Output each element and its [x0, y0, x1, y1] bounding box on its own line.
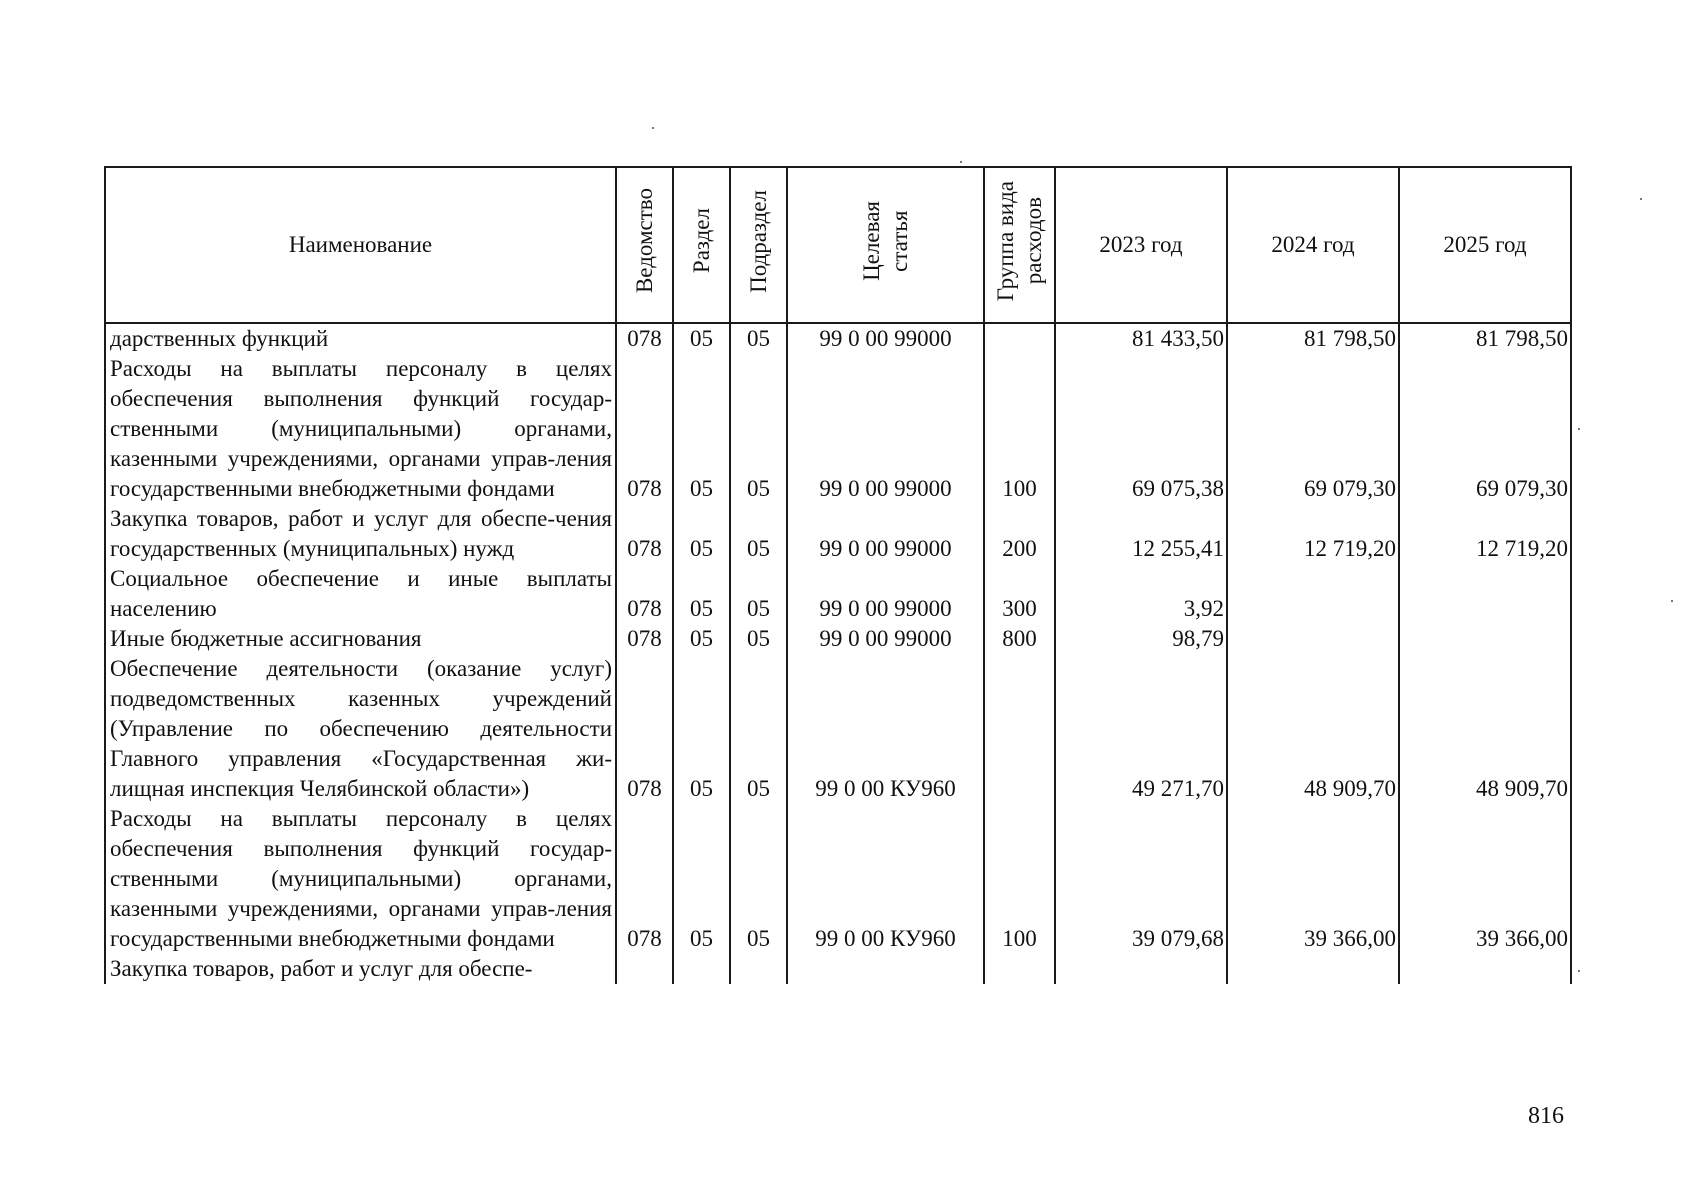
row-razdel: 05: [673, 323, 730, 354]
row-name: Закупка товаров, работ и услуг для обеспе-чения государственных (муниципальных) нужд: [105, 504, 616, 564]
row-2024: 39 366,00: [1227, 804, 1399, 954]
row-vedomstvo: 078: [616, 504, 673, 564]
row-celevaya: 99 0 00 99000: [787, 624, 984, 654]
row-celevaya: 99 0 00 99000: [787, 504, 984, 564]
row-gruppa: 100: [984, 354, 1055, 504]
row-2025: 12 719,20: [1399, 504, 1571, 564]
row-2023: 69 075,38: [1055, 354, 1227, 504]
row-name: дарственных функций: [105, 323, 616, 354]
row-celevaya: 99 0 00 99000: [787, 323, 984, 354]
row-name: Расходы на выплаты персоналу в целях обеспечения выполнения функций государ-ственными (муниципальными) органами, казенными учреждениями, органами управ-ления государственными внебюджетными фондами: [105, 804, 616, 954]
header-gruppa: Группа вида расходов: [984, 167, 1055, 323]
table-row: [105, 354, 1571, 504]
table-row: [105, 654, 1571, 804]
row-2024: [1227, 954, 1399, 984]
table-row: [105, 804, 1571, 954]
row-razdel: 05: [673, 624, 730, 654]
row-vedomstvo: 078: [616, 804, 673, 954]
budget-table: [104, 166, 1572, 984]
row-2025: [1399, 564, 1571, 624]
row-gruppa: 200: [984, 504, 1055, 564]
table-row: [105, 564, 1571, 624]
row-2024: 69 079,30: [1227, 354, 1399, 504]
row-2024: [1227, 564, 1399, 624]
row-gruppa: 800: [984, 624, 1055, 654]
row-razdel: [673, 954, 730, 984]
row-name: Социальное обеспечение и иные выплаты населению: [105, 564, 616, 624]
row-2023: 81 433,50: [1055, 323, 1227, 354]
row-celevaya: 99 0 00 99000: [787, 564, 984, 624]
row-razdel: 05: [673, 654, 730, 804]
row-vedomstvo: 078: [616, 354, 673, 504]
row-razdel: 05: [673, 564, 730, 624]
row-razdel: 05: [673, 804, 730, 954]
row-2023: [1055, 954, 1227, 984]
row-2023: 49 271,70: [1055, 654, 1227, 804]
row-podrazdel: 05: [730, 323, 787, 354]
row-2025: 39 366,00: [1399, 804, 1571, 954]
row-celevaya: 99 0 00 КУ960: [787, 804, 984, 954]
row-vedomstvo: 078: [616, 564, 673, 624]
scan-speck: [1640, 198, 1642, 200]
row-name: Обеспечение деятельности (оказание услуг) подведомственных казенных учреждений (Управление по обеспечению деятельности Главного управления «Государственная жи-лищная инспекция Челябинской области»): [105, 654, 616, 804]
row-vedomstvo: [616, 954, 673, 984]
row-razdel: 05: [673, 354, 730, 504]
table-row: [105, 504, 1571, 564]
row-celevaya: [787, 954, 984, 984]
table-row: [105, 954, 1571, 984]
scan-speck: [652, 127, 654, 129]
row-podrazdel: 05: [730, 564, 787, 624]
row-name: Иные бюджетные ассигнования: [105, 624, 616, 654]
row-gruppa: 300: [984, 564, 1055, 624]
row-2024: [1227, 624, 1399, 654]
row-razdel: 05: [673, 504, 730, 564]
header-name: Наименование: [105, 167, 616, 323]
header-2025: 2025 год: [1399, 167, 1571, 323]
row-2024: 48 909,70: [1227, 654, 1399, 804]
row-2024: 12 719,20: [1227, 504, 1399, 564]
row-celevaya: 99 0 00 КУ960: [787, 654, 984, 804]
header-vedomstvo: Ведомство: [616, 167, 673, 323]
row-podrazdel: 05: [730, 624, 787, 654]
row-gruppa: 100: [984, 804, 1055, 954]
header-podrazdel: Подраздел: [730, 167, 787, 323]
row-2025: 81 798,50: [1399, 323, 1571, 354]
page-number: 816: [1528, 1103, 1564, 1129]
row-2024: 81 798,50: [1227, 323, 1399, 354]
row-vedomstvo: 078: [616, 624, 673, 654]
table-header-row: [105, 167, 1571, 323]
row-2025: [1399, 624, 1571, 654]
row-gruppa: [984, 954, 1055, 984]
row-2023: 98,79: [1055, 624, 1227, 654]
scan-speck: [960, 161, 962, 163]
table-row: [105, 323, 1571, 354]
row-podrazdel: [730, 954, 787, 984]
header-celevaya: Целевая статья: [787, 167, 984, 323]
header-2023: 2023 год: [1055, 167, 1227, 323]
row-podrazdel: 05: [730, 654, 787, 804]
scan-speck: [1671, 600, 1673, 602]
scan-speck: [1578, 970, 1580, 972]
row-2025: 69 079,30: [1399, 354, 1571, 504]
header-razdel: Раздел: [673, 167, 730, 323]
row-gruppa: [984, 323, 1055, 354]
table-row: [105, 624, 1571, 654]
row-gruppa: [984, 654, 1055, 804]
row-podrazdel: 05: [730, 354, 787, 504]
row-2025: [1399, 954, 1571, 984]
header-2024: 2024 год: [1227, 167, 1399, 323]
row-vedomstvo: 078: [616, 654, 673, 804]
row-name: Закупка товаров, работ и услуг для обеспе-: [105, 954, 616, 984]
row-vedomstvo: 078: [616, 323, 673, 354]
row-2023: 12 255,41: [1055, 504, 1227, 564]
row-2023: 3,92: [1055, 564, 1227, 624]
row-podrazdel: 05: [730, 804, 787, 954]
row-celevaya: 99 0 00 99000: [787, 354, 984, 504]
row-2025: 48 909,70: [1399, 654, 1571, 804]
scan-speck: [1578, 428, 1580, 430]
row-podrazdel: 05: [730, 504, 787, 564]
row-2023: 39 079,68: [1055, 804, 1227, 954]
row-name: Расходы на выплаты персоналу в целях обеспечения выполнения функций государ-ственными (муниципальными) органами, казенными учреждениями, органами управ-ления государственными внебюджетными фондами: [105, 354, 616, 504]
